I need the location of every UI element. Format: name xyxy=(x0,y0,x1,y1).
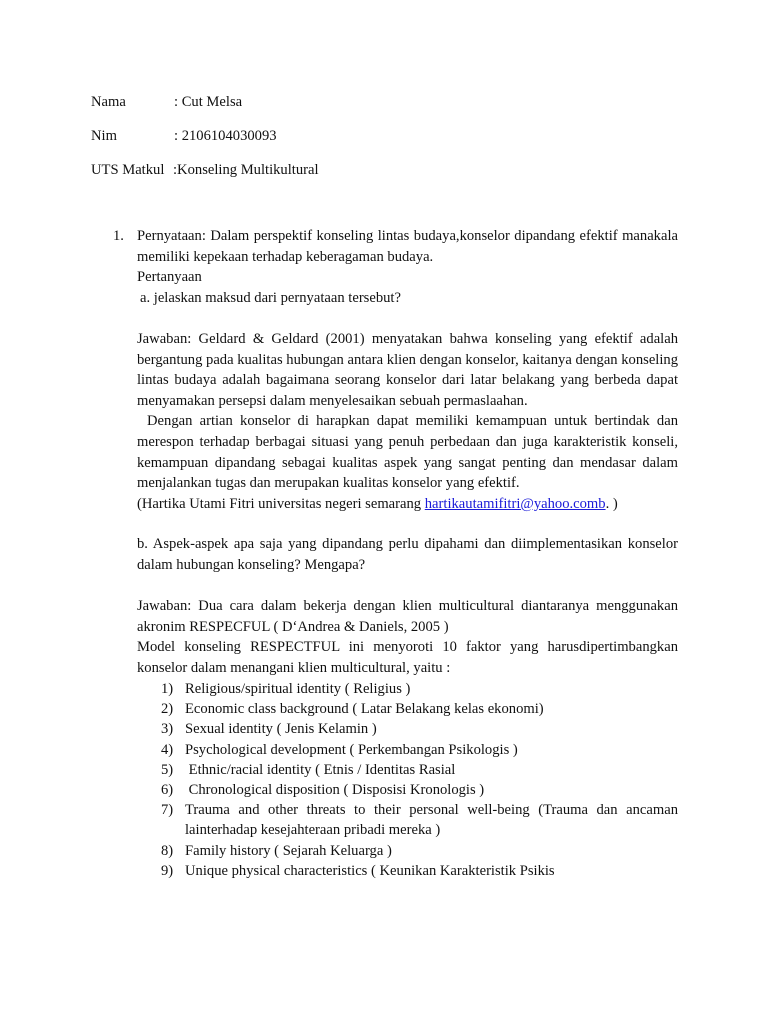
source-suffix: . ) xyxy=(605,495,618,512)
part-b-question: b. Aspek-aspek apa saja yang dipandang perlu dipahami dan diimplementasikan konselor dalam hubungan konseling? Mengapa? xyxy=(137,536,678,573)
list-item xyxy=(137,679,678,699)
list-item-number: 6) xyxy=(161,782,174,799)
answer-b-paragraph-1: Jawaban: Dua cara dalam bekerja dengan klien multicultural diantaranya menggunakan akronim RESPECFUL ( D‘Andrea & Daniels, 2005 ) xyxy=(137,598,678,635)
list-item-text: Economic class background ( Latar Belakang kelas ekonomi) xyxy=(185,701,544,718)
list-item-text: Trauma and other threats to their personal well-being (Trauma dan ancaman lainterhadap kesejahteraan pribadi mereka ) xyxy=(185,802,678,839)
list-item-number: 3) xyxy=(161,721,174,738)
list-item-number: 5) xyxy=(161,761,174,778)
list-item xyxy=(137,740,678,760)
list-item-text: Psychological development ( Perkembangan Psikologis ) xyxy=(185,741,518,758)
list-item-text: Ethnic/racial identity ( Etnis / Identitas Rasial xyxy=(185,761,456,778)
pertanyaan-label: Pertanyaan xyxy=(137,269,202,286)
list-item xyxy=(137,760,678,780)
answer-a-paragraph-2: Dengan artian konselor di harapkan dapat memiliki kemampuan untuk bertindak dan merespon terhadap berbagai situasi yang penuh perbedaan dan juga karakteristik konseli, kemampuan dipandang sebagai kualitas aspek yang sangat penting dan mendasar dalam menjalankan tugas dan merupakan kualitas konselor yang efektif. xyxy=(137,413,678,492)
list-item-text: Chronological disposition ( Disposisi Kronologis ) xyxy=(185,782,485,799)
list-item-text: Religious/spiritual identity ( Religius ) xyxy=(185,681,411,697)
answer-a-paragraph-1: Jawaban: Geldard & Geldard (2001) menyatakan bahwa konseling yang efektif adalah bergantung pada kualitas hubungan antara klien dengan konselor, kaitanya dengan konseling lintas budaya adalah bagaimana seorang konselor dari latar belakang yang berbeda dapat menyamakan persepsi dalam menyelesaikan sebuah permaslaahan. xyxy=(137,331,678,409)
list-item-text: Sexual identity ( Jenis Kelamin ) xyxy=(185,721,377,738)
list-item-number: 8) xyxy=(161,842,174,859)
part-b-block xyxy=(137,534,678,575)
list-item-number: 4) xyxy=(161,741,174,758)
answer-a-block xyxy=(137,329,678,514)
list-item xyxy=(137,719,678,739)
list-item xyxy=(137,699,678,719)
list-item-number: 7) xyxy=(161,802,174,819)
nim-label: Nim xyxy=(91,128,117,144)
list-item-number: 2) xyxy=(161,701,174,718)
source-citation xyxy=(137,494,678,515)
nim-row xyxy=(91,126,277,146)
uts-row xyxy=(91,160,319,180)
uts-value: :Konseling Multikultural xyxy=(173,162,319,178)
source-email-link[interactable]: hartikautamifitri@yahoo.comb xyxy=(424,495,606,512)
list-item xyxy=(137,780,678,800)
respectful-factors-list xyxy=(137,679,678,881)
list-item-text: Unique physical characteristics ( Keunikan Karakteristik Psikis xyxy=(185,862,555,879)
question-number: 1. xyxy=(113,228,124,244)
list-item-text: Family history ( Sejarah Keluarga ) xyxy=(185,842,392,859)
question-block xyxy=(137,226,678,308)
list-item xyxy=(137,800,678,840)
nama-value: : Cut Melsa xyxy=(174,94,243,110)
nama-label: Nama xyxy=(91,94,126,110)
part-a-question: a. jelaskan maksud dari pernyataan tersebut? xyxy=(140,289,401,306)
list-item xyxy=(137,841,678,861)
uts-label: UTS Matkul xyxy=(91,162,165,178)
answer-b-paragraph-2: Model konseling RESPECTFUL ini menyoroti 10 faktor yang harusdipertimbangkan konselor dalam menangani klien multicultural, yaitu : xyxy=(137,639,678,676)
source-prefix: (Hartika Utami Fitri universitas negeri semarang xyxy=(137,495,425,512)
list-item-number: 9) xyxy=(161,862,174,879)
list-item-number: 1) xyxy=(161,681,174,697)
answer-b-block xyxy=(137,596,678,678)
list-item xyxy=(137,861,678,881)
nama-row xyxy=(91,92,243,112)
statement-text: Pernyataan: Dalam perspektif konseling lintas budaya,konselor dipandang efektif manakala memiliki kepekaan terhadap keberagaman budaya. xyxy=(137,228,678,265)
nim-value: : 2106104030093 xyxy=(174,128,277,144)
